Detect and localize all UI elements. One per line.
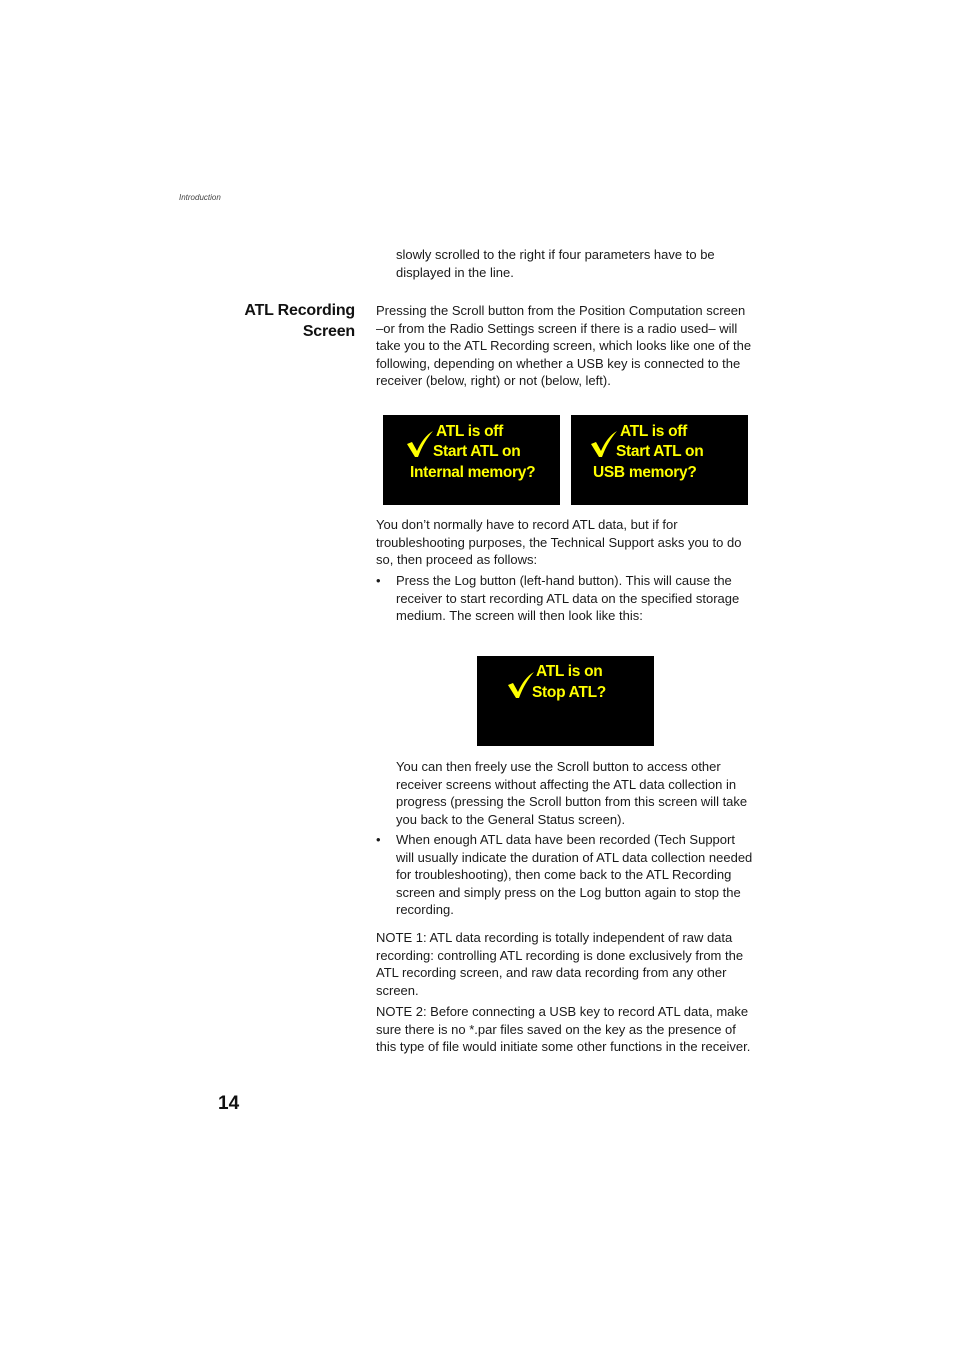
bullet-marker: • [376,832,381,847]
intro-continuation: slowly scrolled to the right if four parameters have to be displayed in the line. [396,247,715,280]
running-header: Introduction [179,193,221,202]
section-heading [200,300,355,342]
section-paragraph-2: You don’t normally have to record ATL data, but if for troubleshooting purposes, the Technical Support asks you to do so, then proceed as follows: [376,517,742,568]
lcd-line-3: USB memory? [593,464,697,481]
bullet-marker: • [376,573,381,588]
lcd-screen-internal-memory [383,415,560,505]
lcd-screen-atl-on [477,656,654,746]
section-heading-line2: Screen [302,323,355,340]
check-mark-icon [589,429,619,459]
page-number: 14 [218,1093,240,1114]
lcd-line-2: Stop ATL? [532,684,606,701]
check-mark-icon [405,429,435,459]
bullet-1-text: Press the Log button (left-hand button). This will cause the receiver to start recording ATL data on the specified storage medium. The screen will then look like this: [396,573,740,624]
lcd-line-1: ATL is on [536,663,603,680]
lcd-line-2: Start ATL on [616,443,704,460]
note-2: NOTE 2: Before connecting a USB key to record ATL data, make sure there is no *.par files saved on the key as the presence of this type of file would initiate some other functions in the receiver. [376,1004,751,1055]
section-heading-line1: ATL Recording [244,302,355,319]
lcd-line-2: Start ATL on [433,443,521,460]
section-paragraph-1: Pressing the Scroll button from the Position Computation screen –or from the Radio Settings screen if there is a radio used– will take you to the ATL Recording screen, which looks like one of the following, depending on whether a USB key is connected to the receiver (below, right) or not (below, left). [376,303,752,389]
note-1: NOTE 1: ATL data recording is totally independent of raw data recording: controlling ATL recording is done exclusively from the ATL recording screen, and raw data recording from any other screen. [376,930,744,998]
lcd-line-1: ATL is off [620,423,688,440]
bullet-2-text: When enough ATL data have been recorded (Tech Support will usually indicate the duration of ATL data collection needed for troubleshooting), then come back to the ATL Recording screen and simply press on the Log button again to stop the recording. [396,832,753,918]
bullet-1-followup: You can then freely use the Scroll button to access other receiver screens without affecting the ATL data collection in progress (pressing the Scroll button from this screen will take you back to the General Status screen). [396,759,748,827]
lcd-line-3: Internal memory? [410,464,536,481]
lcd-line-1: ATL is off [436,423,504,440]
lcd-screen-usb-memory [571,415,748,505]
